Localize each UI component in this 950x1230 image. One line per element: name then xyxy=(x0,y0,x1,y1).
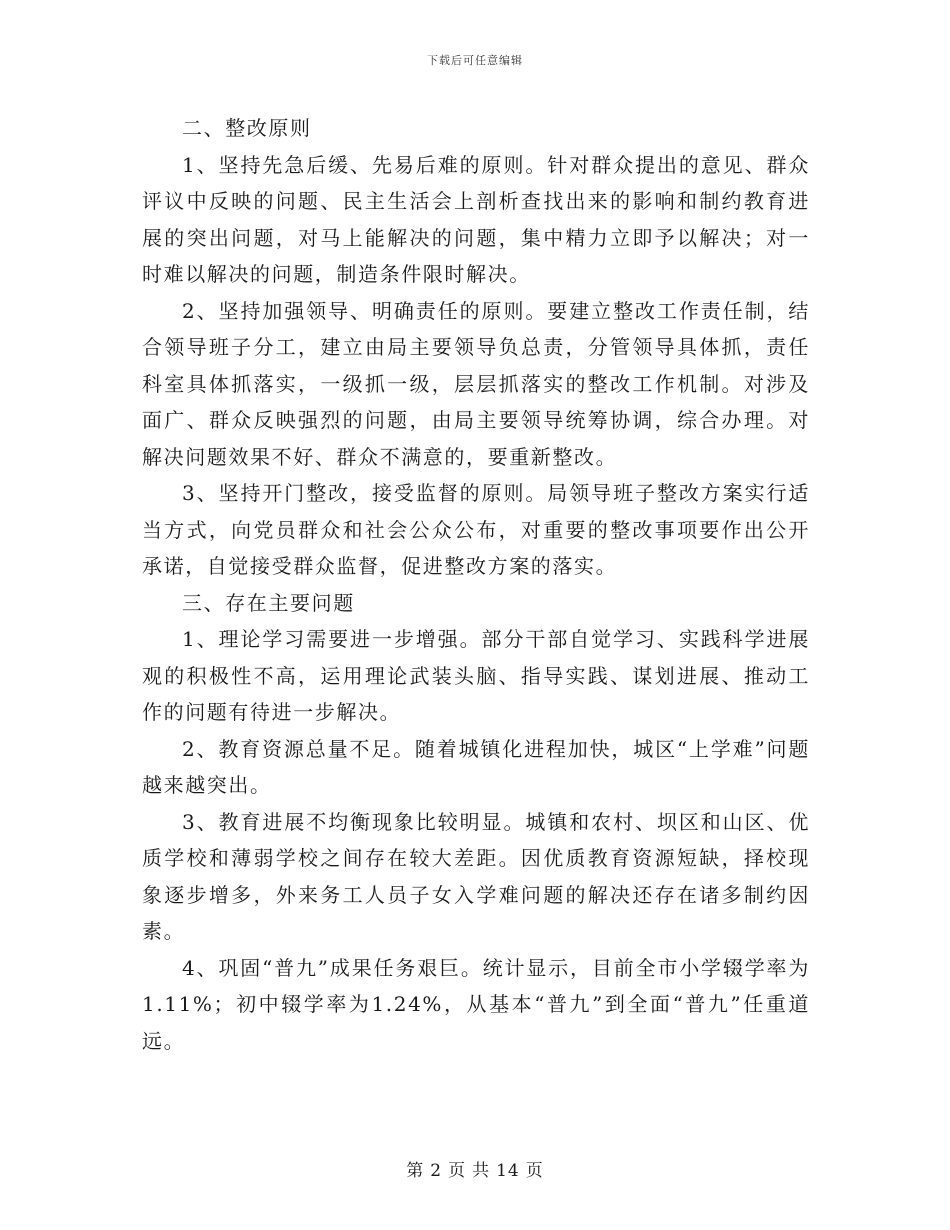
paragraph-problem-4: 4、巩固“普九”成果任务艰巨。统计显示，目前全市小学辍学率为1.11%；初中辍学率为1.24%，从基本“普九”到全面“普九”任重道远。 xyxy=(142,955,810,1053)
paragraph-principle-2: 2、坚持加强领导、明确责任的原则。要建立整改工作责任制，结合领导班子分工，建立由局主要领导负总责，分管领导具体抓，责任科室具体抓落实，一级抓一级，层层抓落实的整改工作机制。对涉及面广、群众反映强烈的问题，由局主要领导统筹协调，综合办理。对解决问题效果不好、群众不满意的，要重新整改。 xyxy=(142,298,810,469)
header-note: 下载后可任意编辑 xyxy=(427,54,523,67)
paragraph-principle-1: 1、坚持先急后缓、先易后难的原则。针对群众提出的意见、群众评议中反映的问题、民主生活会上剖析查找出来的影响和制约教育进展的突出问题，对马上能解决的问题，集中精力立即予以解决；对一时难以解决的问题，制造条件限时解决。 xyxy=(142,152,810,286)
document-body xyxy=(142,110,810,1059)
footer-page-unit: 页 xyxy=(448,1161,467,1181)
section-heading-problems: 三、存在主要问题 xyxy=(182,590,355,615)
footer-prefix: 第 xyxy=(406,1161,425,1181)
section-heading-principles: 二、整改原则 xyxy=(182,116,312,140)
footer-total-unit: 页 xyxy=(525,1161,544,1181)
paragraph-principle-3: 3、坚持开门整改，接受监督的原则。局领导班子整改方案实行适当方式，向党员群众和社会公众公布，对重要的整改事项要作出公开承诺，自觉接受群众监督，促进整改方案的落实。 xyxy=(142,481,810,578)
paragraph-problem-2: 2、教育资源总量不足。随着城镇化进程加快，城区“上学难”问题越来越突出。 xyxy=(142,736,810,797)
footer-page-number: 2 xyxy=(430,1161,443,1181)
paragraph-problem-3: 3、教育进展不均衡现象比较明显。城镇和农村、坝区和山区、优质学校和薄弱学校之间存在较大差距。因优质教育资源短缺，择校现象逐步增多，外来务工人员子女入学难问题的解决还存在诸多制约因素。 xyxy=(142,809,810,943)
footer-total-pages: 14 xyxy=(496,1161,520,1181)
paragraph-problem-1: 1、理论学习需要进一步增强。部分干部自觉学习、实践科学进展观的积极性不高，运用理论武装头脑、指导实践、谋划进展、推动工作的问题有待进一步解决。 xyxy=(142,627,810,724)
footer-total-prefix: 共 xyxy=(472,1161,491,1181)
page-footer xyxy=(0,1156,950,1181)
